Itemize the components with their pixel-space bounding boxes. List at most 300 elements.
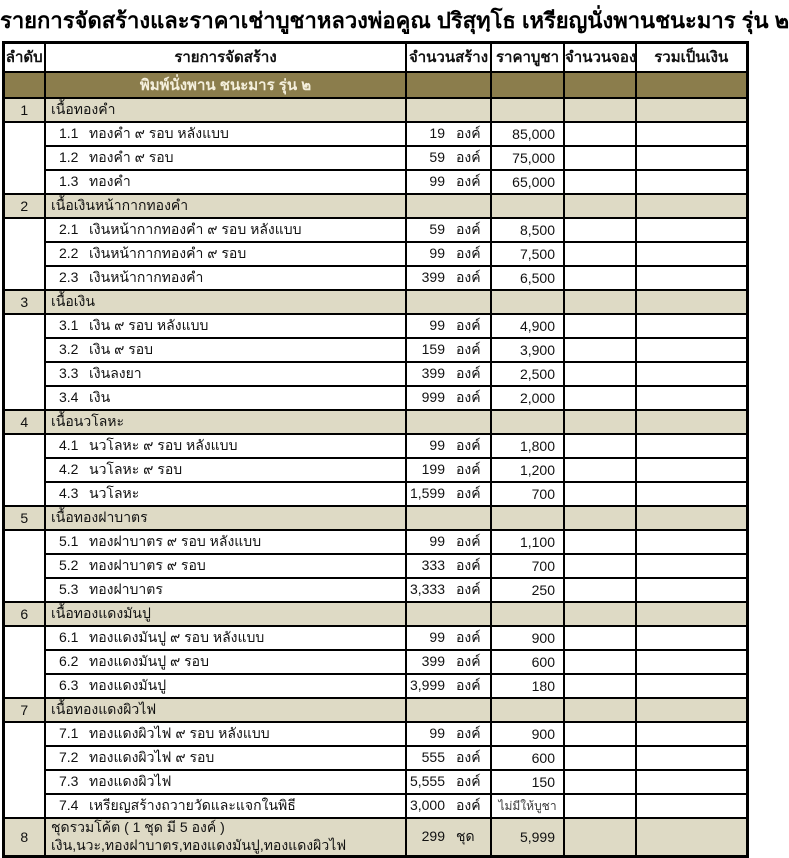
- qty-cell: [406, 458, 491, 482]
- reserved-cell: [564, 338, 636, 362]
- item-order-cell-merged: [3, 122, 45, 194]
- qty-unit: องค์: [456, 677, 481, 694]
- reserved-cell: [564, 242, 636, 266]
- section-name-cell: เนื้อนวโลหะ: [45, 410, 406, 434]
- item-row: [3, 722, 747, 746]
- reserved-cell: [564, 650, 636, 674]
- section-order-cell: 4: [3, 410, 45, 434]
- item-name: ทองคำ ๙ รอบ หลังแบบ: [89, 125, 229, 142]
- qty-unit: องค์: [456, 269, 481, 286]
- item-code: 4.1: [59, 437, 79, 454]
- qty-unit: องค์: [456, 437, 481, 454]
- qty-value: 99: [429, 725, 445, 742]
- qty-cell: [406, 650, 491, 674]
- item-row: [3, 626, 747, 650]
- reserved-cell: [564, 770, 636, 794]
- price-cell: 2,000: [491, 386, 564, 410]
- section-reserved-cell: [564, 290, 636, 314]
- item-name: ทองฝาบาตร: [89, 581, 163, 598]
- section-name-cell: เนื้อเงินหน้ากากทองคำ: [45, 194, 406, 218]
- item-name: เงิน: [89, 389, 111, 406]
- qty-cell: [406, 242, 491, 266]
- item-code: 7.1: [59, 725, 79, 742]
- section-order-cell: 1: [3, 98, 45, 122]
- item-row: [3, 458, 747, 482]
- item-code: 3.4: [59, 389, 79, 406]
- section-price-cell: [491, 410, 564, 434]
- item-order-cell-merged: [3, 626, 45, 698]
- summary-reserved-cell: [564, 818, 636, 856]
- summary-order-cell: 8: [3, 818, 45, 856]
- price-cell: 900: [491, 722, 564, 746]
- item-name-cell: [45, 434, 406, 458]
- item-row: [3, 218, 747, 242]
- band-order-cell: [3, 72, 45, 98]
- total-cell: [636, 626, 747, 650]
- item-name: ทองคำ ๙ รอบ: [89, 149, 174, 166]
- reserved-cell: [564, 482, 636, 506]
- qty-cell: [406, 770, 491, 794]
- item-name: ทองแดงผิวไฟ ๙ รอบ หลังแบบ: [89, 725, 270, 742]
- reserved-cell: [564, 170, 636, 194]
- qty-value: 199: [421, 461, 445, 478]
- section-name-cell: เนื้อทองฝาบาตร: [45, 506, 406, 530]
- qty-unit: องค์: [456, 725, 481, 742]
- reserved-cell: [564, 530, 636, 554]
- item-code: 5.3: [59, 581, 79, 598]
- section-row: [3, 602, 747, 626]
- total-cell: [636, 242, 747, 266]
- column-header-price: ราคาบูชา: [491, 42, 564, 72]
- section-name-cell: เนื้อทองคำ: [45, 98, 406, 122]
- qty-unit: องค์: [456, 221, 481, 238]
- qty-value: 59: [429, 221, 445, 238]
- qty-unit: องค์: [456, 341, 481, 358]
- total-cell: [636, 482, 747, 506]
- total-cell: [636, 146, 747, 170]
- price-cell: 180: [491, 674, 564, 698]
- section-total-cell: [636, 290, 747, 314]
- item-row: [3, 482, 747, 506]
- item-code: 2.1: [59, 221, 79, 238]
- price-cell: 1,200: [491, 458, 564, 482]
- item-name-cell: [45, 314, 406, 338]
- section-row: [3, 290, 747, 314]
- section-reserved-cell: [564, 698, 636, 722]
- total-cell: [636, 362, 747, 386]
- section-row: [3, 698, 747, 722]
- reserved-cell: [564, 386, 636, 410]
- item-name: เงิน ๙ รอบ: [89, 341, 154, 358]
- section-price-cell: [491, 194, 564, 218]
- qty-value: 19: [429, 125, 445, 142]
- qty-unit: องค์: [456, 317, 481, 334]
- item-row: [3, 314, 747, 338]
- item-row: [3, 170, 747, 194]
- price-cell: 6,500: [491, 266, 564, 290]
- section-row: [3, 410, 747, 434]
- total-cell: [636, 650, 747, 674]
- section-qty-cell: [406, 698, 491, 722]
- qty-value: 1,599: [409, 485, 445, 502]
- qty-cell: [406, 386, 491, 410]
- qty-value: 399: [421, 653, 445, 670]
- reserved-cell: [564, 794, 636, 818]
- section-qty-cell: [406, 602, 491, 626]
- qty-cell: [406, 170, 491, 194]
- qty-cell: [406, 722, 491, 746]
- qty-unit: องค์: [456, 629, 481, 646]
- band-price-cell: [491, 72, 564, 98]
- price-cell: 1,100: [491, 530, 564, 554]
- total-cell: [636, 530, 747, 554]
- qty-value: 159: [421, 341, 445, 358]
- band-reserved-cell: [564, 72, 636, 98]
- section-qty-cell: [406, 410, 491, 434]
- qty-value: 99: [429, 173, 445, 190]
- item-code: 4.2: [59, 461, 79, 478]
- reserved-cell: [564, 746, 636, 770]
- section-price-cell: [491, 98, 564, 122]
- reserved-cell: [564, 146, 636, 170]
- header-row: [3, 42, 747, 72]
- qty-value: 555: [421, 749, 445, 766]
- item-code: 6.3: [59, 677, 79, 694]
- price-cell: 1,800: [491, 434, 564, 458]
- item-code: 3.1: [59, 317, 79, 334]
- item-row: [3, 338, 747, 362]
- qty-unit: องค์: [456, 797, 481, 814]
- table-body: [3, 72, 747, 856]
- section-price-cell: [491, 602, 564, 626]
- qty-value: 5,555: [409, 773, 445, 790]
- item-name: เหรียญสร้างถวายวัดและแจกในพิธี: [89, 797, 296, 814]
- price-cell: 7,500: [491, 242, 564, 266]
- total-cell: [636, 554, 747, 578]
- item-name-cell: [45, 650, 406, 674]
- series-band-title: พิมพ์นั่งพาน ชนะมาร รุ่น ๒: [45, 72, 406, 98]
- qty-value: 99: [429, 245, 445, 262]
- qty-cell: [406, 338, 491, 362]
- section-total-cell: [636, 194, 747, 218]
- item-row: [3, 122, 747, 146]
- item-order-cell-merged: [3, 530, 45, 602]
- item-name-cell: [45, 146, 406, 170]
- qty-value: 3,333: [409, 581, 445, 598]
- item-name-cell: [45, 794, 406, 818]
- price-cell: 2,500: [491, 362, 564, 386]
- qty-cell: [406, 218, 491, 242]
- band-total-cell: [636, 72, 747, 98]
- qty-cell: [406, 146, 491, 170]
- section-name-cell: เนื้อเงิน: [45, 290, 406, 314]
- item-code: 2.2: [59, 245, 79, 262]
- qty-value: 59: [429, 149, 445, 166]
- price-cell: 700: [491, 482, 564, 506]
- item-code: 1.3: [59, 173, 79, 190]
- price-cell: 8,500: [491, 218, 564, 242]
- qty-unit: องค์: [456, 749, 481, 766]
- item-name: ทองแดงมันปู: [89, 677, 167, 694]
- qty-value: 3,999: [409, 677, 445, 694]
- item-name: ทองฝาบาตร ๙ รอบ หลังแบบ: [89, 533, 262, 550]
- section-total-cell: [636, 698, 747, 722]
- item-name: ทองฝาบาตร ๙ รอบ: [89, 557, 206, 574]
- item-row: [3, 266, 747, 290]
- total-cell: [636, 122, 747, 146]
- item-name-cell: [45, 554, 406, 578]
- qty-unit: องค์: [456, 149, 481, 166]
- section-price-cell: [491, 506, 564, 530]
- price-cell: 250: [491, 578, 564, 602]
- summary-line1: ชุดรวมโค้ต ( 1 ชุด มี 5 องค์ ): [51, 819, 225, 836]
- band-qty-cell: [406, 72, 491, 98]
- section-qty-cell: [406, 506, 491, 530]
- section-row: [3, 194, 747, 218]
- section-row: [3, 506, 747, 530]
- qty-cell: [406, 578, 491, 602]
- section-order-cell: 3: [3, 290, 45, 314]
- qty-unit: องค์: [456, 557, 481, 574]
- summary-qty-value: 299: [421, 827, 445, 844]
- price-cell: 900: [491, 626, 564, 650]
- section-order-cell: 6: [3, 602, 45, 626]
- reserved-cell: [564, 578, 636, 602]
- reserved-cell: [564, 458, 636, 482]
- item-name: นวโลหะ ๙ รอบ: [89, 461, 183, 478]
- section-total-cell: [636, 98, 747, 122]
- item-row: [3, 770, 747, 794]
- item-name-cell: [45, 746, 406, 770]
- price-cell: 700: [491, 554, 564, 578]
- item-name: เงินหน้ากากทองคำ ๙ รอบ: [89, 245, 247, 262]
- section-order-cell: 7: [3, 698, 45, 722]
- section-total-cell: [636, 506, 747, 530]
- total-cell: [636, 434, 747, 458]
- summary-price-cell: 5,999: [491, 818, 564, 856]
- reserved-cell: [564, 674, 636, 698]
- item-name: ทองคำ: [89, 173, 131, 190]
- section-reserved-cell: [564, 194, 636, 218]
- reserved-cell: [564, 266, 636, 290]
- page-title: รายการจัดสร้างและราคาเช่าบูชาหลวงพ่อคูณ ปริสุทฺโธ เหรียญนั่งพานชนะมาร รุ่น ๒: [0, 8, 789, 33]
- item-row: [3, 554, 747, 578]
- item-code: 5.2: [59, 557, 79, 574]
- qty-cell: [406, 122, 491, 146]
- reserved-cell: [564, 722, 636, 746]
- item-name-cell: [45, 362, 406, 386]
- item-code: 1.1: [59, 125, 79, 142]
- reserved-cell: [564, 434, 636, 458]
- total-cell: [636, 722, 747, 746]
- item-name-cell: [45, 170, 406, 194]
- item-name-cell: [45, 722, 406, 746]
- price-cell: 600: [491, 650, 564, 674]
- section-qty-cell: [406, 194, 491, 218]
- section-order-cell: 2: [3, 194, 45, 218]
- item-code: 3.3: [59, 365, 79, 382]
- qty-cell: [406, 554, 491, 578]
- qty-unit: องค์: [456, 389, 481, 406]
- qty-cell: [406, 266, 491, 290]
- price-cell: 75,000: [491, 146, 564, 170]
- item-row: [3, 386, 747, 410]
- qty-cell: [406, 314, 491, 338]
- total-cell: [636, 578, 747, 602]
- qty-cell: [406, 434, 491, 458]
- item-name-cell: [45, 218, 406, 242]
- section-price-cell: [491, 698, 564, 722]
- qty-cell: [406, 674, 491, 698]
- total-cell: [636, 338, 747, 362]
- qty-value: 99: [429, 437, 445, 454]
- total-cell: [636, 266, 747, 290]
- qty-unit: องค์: [456, 485, 481, 502]
- reserved-cell: [564, 122, 636, 146]
- item-row: [3, 530, 747, 554]
- total-cell: [636, 218, 747, 242]
- reserved-cell: [564, 362, 636, 386]
- item-row: [3, 794, 747, 818]
- qty-value: 99: [429, 533, 445, 550]
- section-row: [3, 98, 747, 122]
- section-reserved-cell: [564, 506, 636, 530]
- series-band-row: [3, 72, 747, 98]
- section-name-cell: เนื้อทองแดงผิวไฟ: [45, 698, 406, 722]
- section-reserved-cell: [564, 602, 636, 626]
- price-cell: 65,000: [491, 170, 564, 194]
- qty-unit: องค์: [456, 533, 481, 550]
- qty-unit: องค์: [456, 125, 481, 142]
- reserved-cell: [564, 314, 636, 338]
- price-table: [2, 41, 749, 858]
- total-cell: [636, 314, 747, 338]
- column-header-qty: จำนวนสร้าง: [406, 42, 491, 72]
- item-order-cell-merged: [3, 722, 45, 818]
- item-row: [3, 146, 747, 170]
- item-name-cell: [45, 122, 406, 146]
- item-order-cell-merged: [3, 218, 45, 290]
- item-name: นวโลหะ: [89, 485, 140, 502]
- item-name: นวโลหะ ๙ รอบ หลังแบบ: [89, 437, 238, 454]
- reserved-cell: [564, 554, 636, 578]
- total-cell: [636, 458, 747, 482]
- summary-name-cell: [45, 818, 406, 856]
- qty-unit: องค์: [456, 773, 481, 790]
- qty-value: 99: [429, 629, 445, 646]
- qty-unit: องค์: [456, 653, 481, 670]
- item-code: 7.3: [59, 773, 79, 790]
- column-header-item: รายการจัดสร้าง: [45, 42, 406, 72]
- item-row: [3, 362, 747, 386]
- section-reserved-cell: [564, 98, 636, 122]
- price-cell: 600: [491, 746, 564, 770]
- item-code: 7.4: [59, 797, 79, 814]
- qty-value: 3,000: [409, 797, 445, 814]
- total-cell: [636, 386, 747, 410]
- item-code: 3.2: [59, 341, 79, 358]
- item-code: 5.1: [59, 533, 79, 550]
- item-row: [3, 674, 747, 698]
- item-row: [3, 578, 747, 602]
- table-header: [3, 42, 747, 72]
- item-order-cell-merged: [3, 434, 45, 506]
- item-code: 2.3: [59, 269, 79, 286]
- summary-line2: เงิน,นวะ,ทองฝาบาตร,ทองแดงมันปู,ทองแดงผิวไฟ: [51, 836, 347, 853]
- item-name-cell: [45, 626, 406, 650]
- item-name: เงินหน้ากากทองคำ ๙ รอบ หลังแบบ: [89, 221, 302, 238]
- qty-cell: [406, 362, 491, 386]
- section-total-cell: [636, 410, 747, 434]
- reserved-cell: [564, 218, 636, 242]
- item-row: [3, 242, 747, 266]
- section-qty-cell: [406, 98, 491, 122]
- summary-qty-unit: ชุด: [456, 827, 475, 844]
- price-cell: ไม่มีให้บูชา: [491, 794, 564, 818]
- qty-cell: [406, 794, 491, 818]
- item-row: [3, 434, 747, 458]
- item-code: 4.3: [59, 485, 79, 502]
- item-name-cell: [45, 266, 406, 290]
- item-name: เงินลงยา: [89, 365, 142, 382]
- item-name: ทองแดงมันปู ๙ รอบ หลังแบบ: [89, 629, 265, 646]
- price-cell: 85,000: [491, 122, 564, 146]
- qty-unit: องค์: [456, 173, 481, 190]
- price-cell: 3,900: [491, 338, 564, 362]
- section-name-cell: เนื้อทองแดงมันปู: [45, 602, 406, 626]
- item-name-cell: [45, 386, 406, 410]
- total-cell: [636, 170, 747, 194]
- price-cell: 150: [491, 770, 564, 794]
- section-order-cell: 5: [3, 506, 45, 530]
- qty-cell: [406, 746, 491, 770]
- total-cell: [636, 746, 747, 770]
- summary-total-cell: [636, 818, 747, 856]
- item-name-cell: [45, 530, 406, 554]
- item-code: 6.2: [59, 653, 79, 670]
- item-name-cell: [45, 338, 406, 362]
- qty-cell: [406, 482, 491, 506]
- total-cell: [636, 770, 747, 794]
- total-cell: [636, 674, 747, 698]
- section-reserved-cell: [564, 410, 636, 434]
- qty-value: 999: [421, 389, 445, 406]
- item-name-cell: [45, 578, 406, 602]
- item-order-cell-merged: [3, 314, 45, 410]
- qty-unit: องค์: [456, 245, 481, 262]
- qty-unit: องค์: [456, 461, 481, 478]
- item-name: ทองแดงมันปู ๙ รอบ: [89, 653, 209, 670]
- section-total-cell: [636, 602, 747, 626]
- item-row: [3, 650, 747, 674]
- item-code: 7.2: [59, 749, 79, 766]
- item-name: ทองแดงผิวไฟ ๙ รอบ: [89, 749, 215, 766]
- column-header-total: รวมเป็นเงิน: [636, 42, 747, 72]
- item-row: [3, 746, 747, 770]
- item-name-cell: [45, 482, 406, 506]
- section-qty-cell: [406, 290, 491, 314]
- item-name: เงิน ๙ รอบ หลังแบบ: [89, 317, 209, 334]
- qty-value: 399: [421, 365, 445, 382]
- item-name-cell: [45, 674, 406, 698]
- column-header-reserved: จำนวนจอง: [564, 42, 636, 72]
- qty-value: 333: [421, 557, 445, 574]
- qty-value: 399: [421, 269, 445, 286]
- section-price-cell: [491, 290, 564, 314]
- reserved-cell: [564, 626, 636, 650]
- summary-qty-cell: [406, 818, 491, 856]
- column-header-order: ลำดับ: [3, 42, 45, 72]
